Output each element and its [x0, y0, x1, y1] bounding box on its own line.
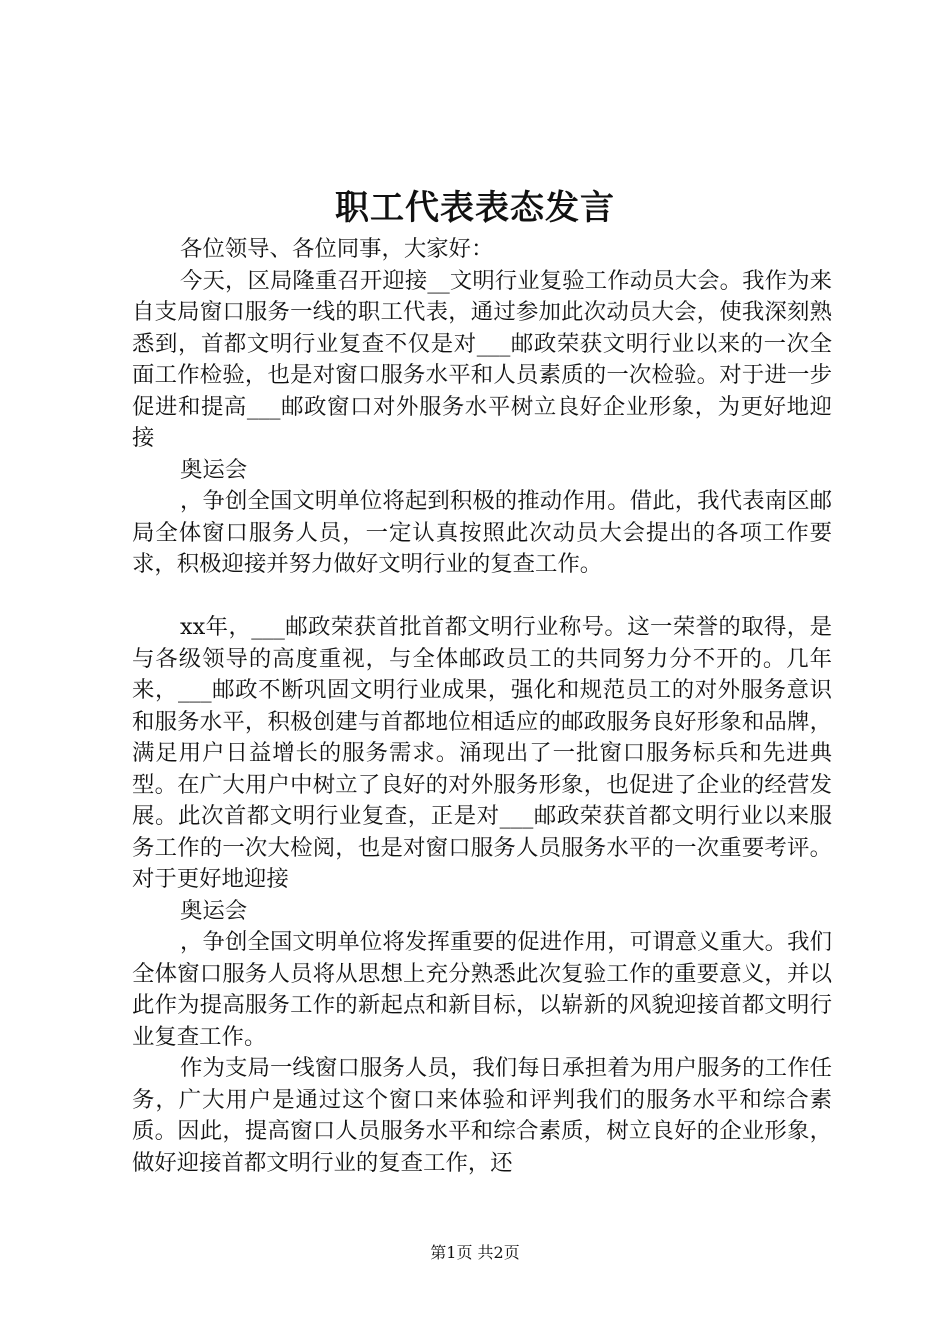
- paragraph: ，争创全国文明单位将发挥重要的促进作用，可谓意义重大。我们全体窗口服务人员将从思想上充分熟悉此次复验工作的重要意义，并以此作为提高服务工作的新起点和新目标，以崭新的风貌迎接首都文明行业复查工作。: [132, 929, 832, 1050]
- paragraph-fragment: 奥运会: [180, 897, 248, 924]
- paragraph: 今天，区局隆重召开迎接__文明行业复验工作动员大会。我作为来自支局窗口服务一线的职工代表，通过参加此次动员大会，使我深刻熟悉到，首都文明行业复查不仅是对___邮政荣获文明行业以来的一次全面工作检验，也是对窗口服务水平和人员素质的一次检验。对于进一步促进和提高___邮政窗口对外服务水平树立良好企业形象，为更好地迎接: [132, 267, 832, 451]
- paragraph: xx年，___邮政荣获首批首都文明行业称号。这一荣誉的取得，是与各级领导的高度重视，与全体邮政员工的共同努力分不开的。几年来，___邮政不断巩固文明行业成果，强化和规范员工的对外服务意识和服务水平，积极创建与首都地位相适应的邮政服务良好形象和品牌，满足用户日益增长的服务需求。涌现出了一批窗口服务标兵和先进典型。在广大用户中树立了良好的对外服务形象，也促进了企业的经营发展。此次首都文明行业复查，正是对___邮政荣获首都文明行业以来服务工作的一次大检阅，也是对窗口服务人员服务水平的一次重要考评。对于更好地迎接: [132, 614, 832, 892]
- paragraph: ，争创全国文明单位将起到积极的推动作用。借此，我代表南区邮局全体窗口服务人员，一定认真按照此次动员大会提出的各项工作要求，积极迎接并努力做好文明行业的复查工作。: [132, 488, 832, 577]
- document-body: [132, 234, 832, 1179]
- paragraph: 作为支局一线窗口服务人员，我们每日承担着为用户服务的工作任务，广大用户是通过这个窗口来体验和评判我们的服务水平和综合素质。因此，提高窗口人员服务水平和综合素质，树立良好的企业形象，做好迎接首都文明行业的复查工作，还: [132, 1055, 832, 1176]
- document-title: 职工代表表态发言: [335, 188, 615, 228]
- page-footer: 第1页 共2页: [430, 1243, 520, 1262]
- paragraph-greeting: 各位领导、各位同事，大家好：: [180, 236, 494, 262]
- paragraph-fragment: 奥运会: [180, 456, 248, 483]
- blank-line: [132, 581, 832, 613]
